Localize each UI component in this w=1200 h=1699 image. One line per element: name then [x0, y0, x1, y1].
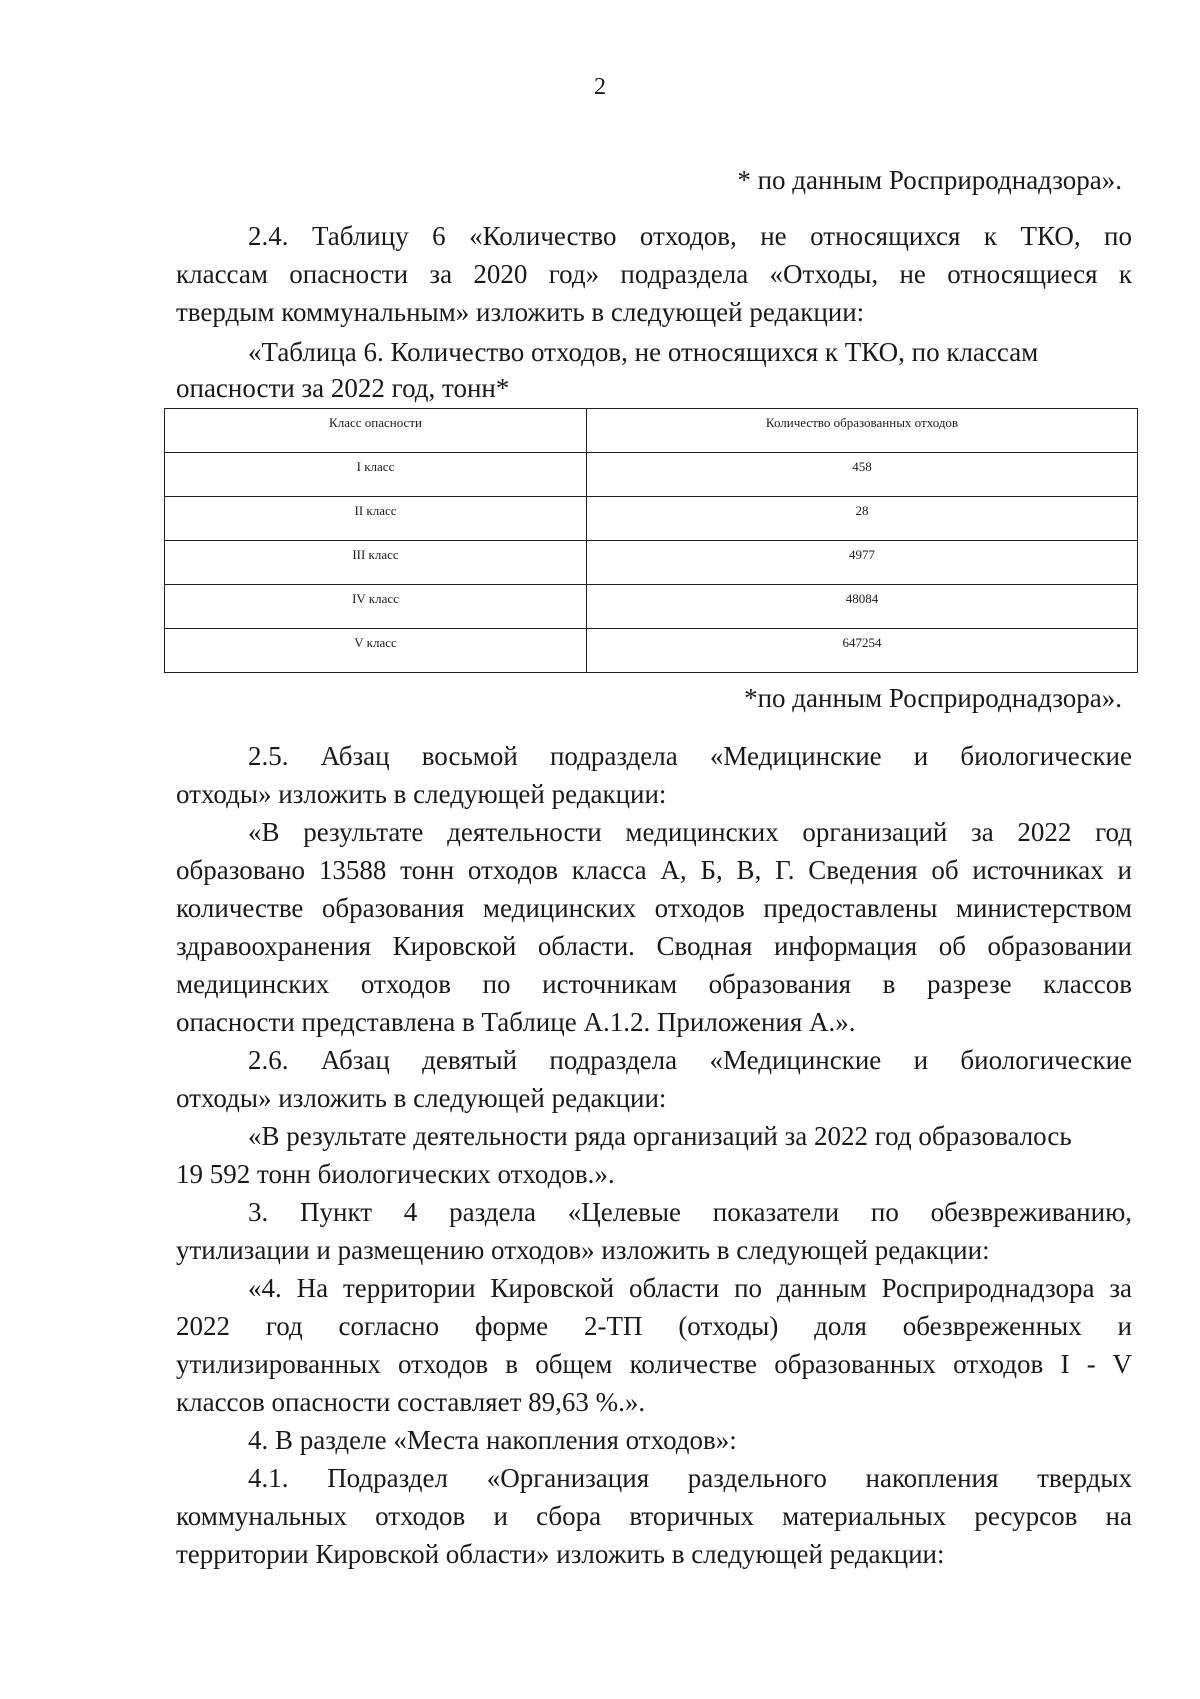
table-row	[165, 453, 1138, 497]
paragraph-3-line-2: утилизации и размещению отходов» изложить в следующей редакции:	[176, 1235, 990, 1265]
paragraph-2-5-line-1: 2.5. Абзац восьмой подраздела «Медицинские и биологические	[248, 741, 1132, 771]
paragraph-2-6-line-2: отходы» изложить в следующей редакции:	[176, 1083, 667, 1113]
quote-2-5-line-5: медицинских отходов по источникам образования в разрезе классов	[176, 969, 1132, 999]
paragraph-4-1-line-1: 4.1. Подраздел «Организация раздельного накопления твердых	[248, 1463, 1132, 1493]
waste-amount-cell: 458	[587, 453, 1138, 497]
quote-3-line-2: 2022 год согласно форме 2-ТП (отходы) доля обезвреженных и	[176, 1311, 1132, 1341]
quote-3-line-3: утилизированных отходов в общем количестве образованных отходов I - V	[176, 1349, 1132, 1379]
page-number: 2	[594, 74, 606, 100]
header-hazard-class: Класс опасности	[165, 409, 587, 453]
hazard-class-cell: III класс	[165, 541, 587, 585]
header-waste-amount: Количество образованных отходов	[587, 409, 1138, 453]
waste-amount-cell: 28	[587, 497, 1138, 541]
quote-2-6-line-1: «В результате деятельности ряда организаций за 2022 год образовалось	[248, 1121, 1072, 1151]
table-row	[165, 541, 1138, 585]
hazard-class-cell: IV класс	[165, 585, 587, 629]
table-header-row	[165, 409, 1138, 453]
quote-2-5-line-1: «В результате деятельности медицинских организаций за 2022 год	[248, 817, 1132, 847]
paragraph-2-6-line-1: 2.6. Абзац девятый подраздела «Медицинские и биологические	[248, 1045, 1132, 1075]
paragraph-4-1-line-2: коммунальных отходов и сбора вторичных материальных ресурсов на	[176, 1501, 1132, 1531]
hazard-class-cell: II класс	[165, 497, 587, 541]
paragraph-2-4-line-2: классам опасности за 2020 год» подраздела «Отходы, не относящиеся к	[176, 259, 1132, 289]
waste-class-table	[164, 408, 1138, 673]
hazard-class-cell: V класс	[165, 629, 587, 673]
quote-2-5-line-4: здравоохранения Кировской области. Сводная информация об образовании	[176, 931, 1132, 961]
table-row	[165, 629, 1138, 673]
waste-amount-cell: 48084	[587, 585, 1138, 629]
quote-2-5-line-2: образовано 13588 тонн отходов класса А, Б, В, Г. Сведения об источниках и	[176, 855, 1132, 885]
table-title-line-1: «Таблица 6. Количество отходов, не относящихся к ТКО, по классам	[248, 337, 1039, 367]
quote-2-6-line-2: 19 592 тонн биологических отходов.».	[176, 1159, 615, 1189]
paragraph-3-line-1: 3. Пункт 4 раздела «Целевые показатели по обезвреживанию,	[248, 1197, 1132, 1227]
hazard-class-cell: I класс	[165, 453, 587, 497]
paragraph-2-4-line-1: 2.4. Таблицу 6 «Количество отходов, не относящихся к ТКО, по	[248, 221, 1132, 251]
waste-amount-cell: 647254	[587, 629, 1138, 673]
table-title-line-2: опасности за 2022 год, тонн*	[176, 373, 510, 403]
paragraph-2-5-line-2: отходы» изложить в следующей редакции:	[176, 779, 667, 809]
paragraph-4: 4. В разделе «Места накопления отходов»:	[248, 1425, 737, 1455]
paragraph-4-1-line-3: территории Кировской области» изложить в следующей редакции:	[176, 1539, 945, 1569]
quote-2-5-line-6: опасности представлена в Таблице А.1.2. Приложения А.».	[176, 1007, 856, 1037]
footnote-top: * по данным Росприроднадзора».	[737, 165, 1122, 195]
quote-2-5-line-3: количестве образования медицинских отходов предоставлены министерством	[176, 893, 1132, 923]
table-row	[165, 585, 1138, 629]
quote-3-line-4: классов опасности составляет 89,63 %.».	[176, 1387, 646, 1417]
paragraph-2-4-line-3: твердым коммунальным» изложить в следующей редакции:	[176, 297, 865, 327]
waste-amount-cell: 4977	[587, 541, 1138, 585]
footnote-bottom: *по данным Росприроднадзора».	[744, 683, 1122, 713]
table-row	[165, 497, 1138, 541]
quote-3-line-1: «4. На территории Кировской области по данным Росприроднадзора за	[248, 1273, 1132, 1303]
